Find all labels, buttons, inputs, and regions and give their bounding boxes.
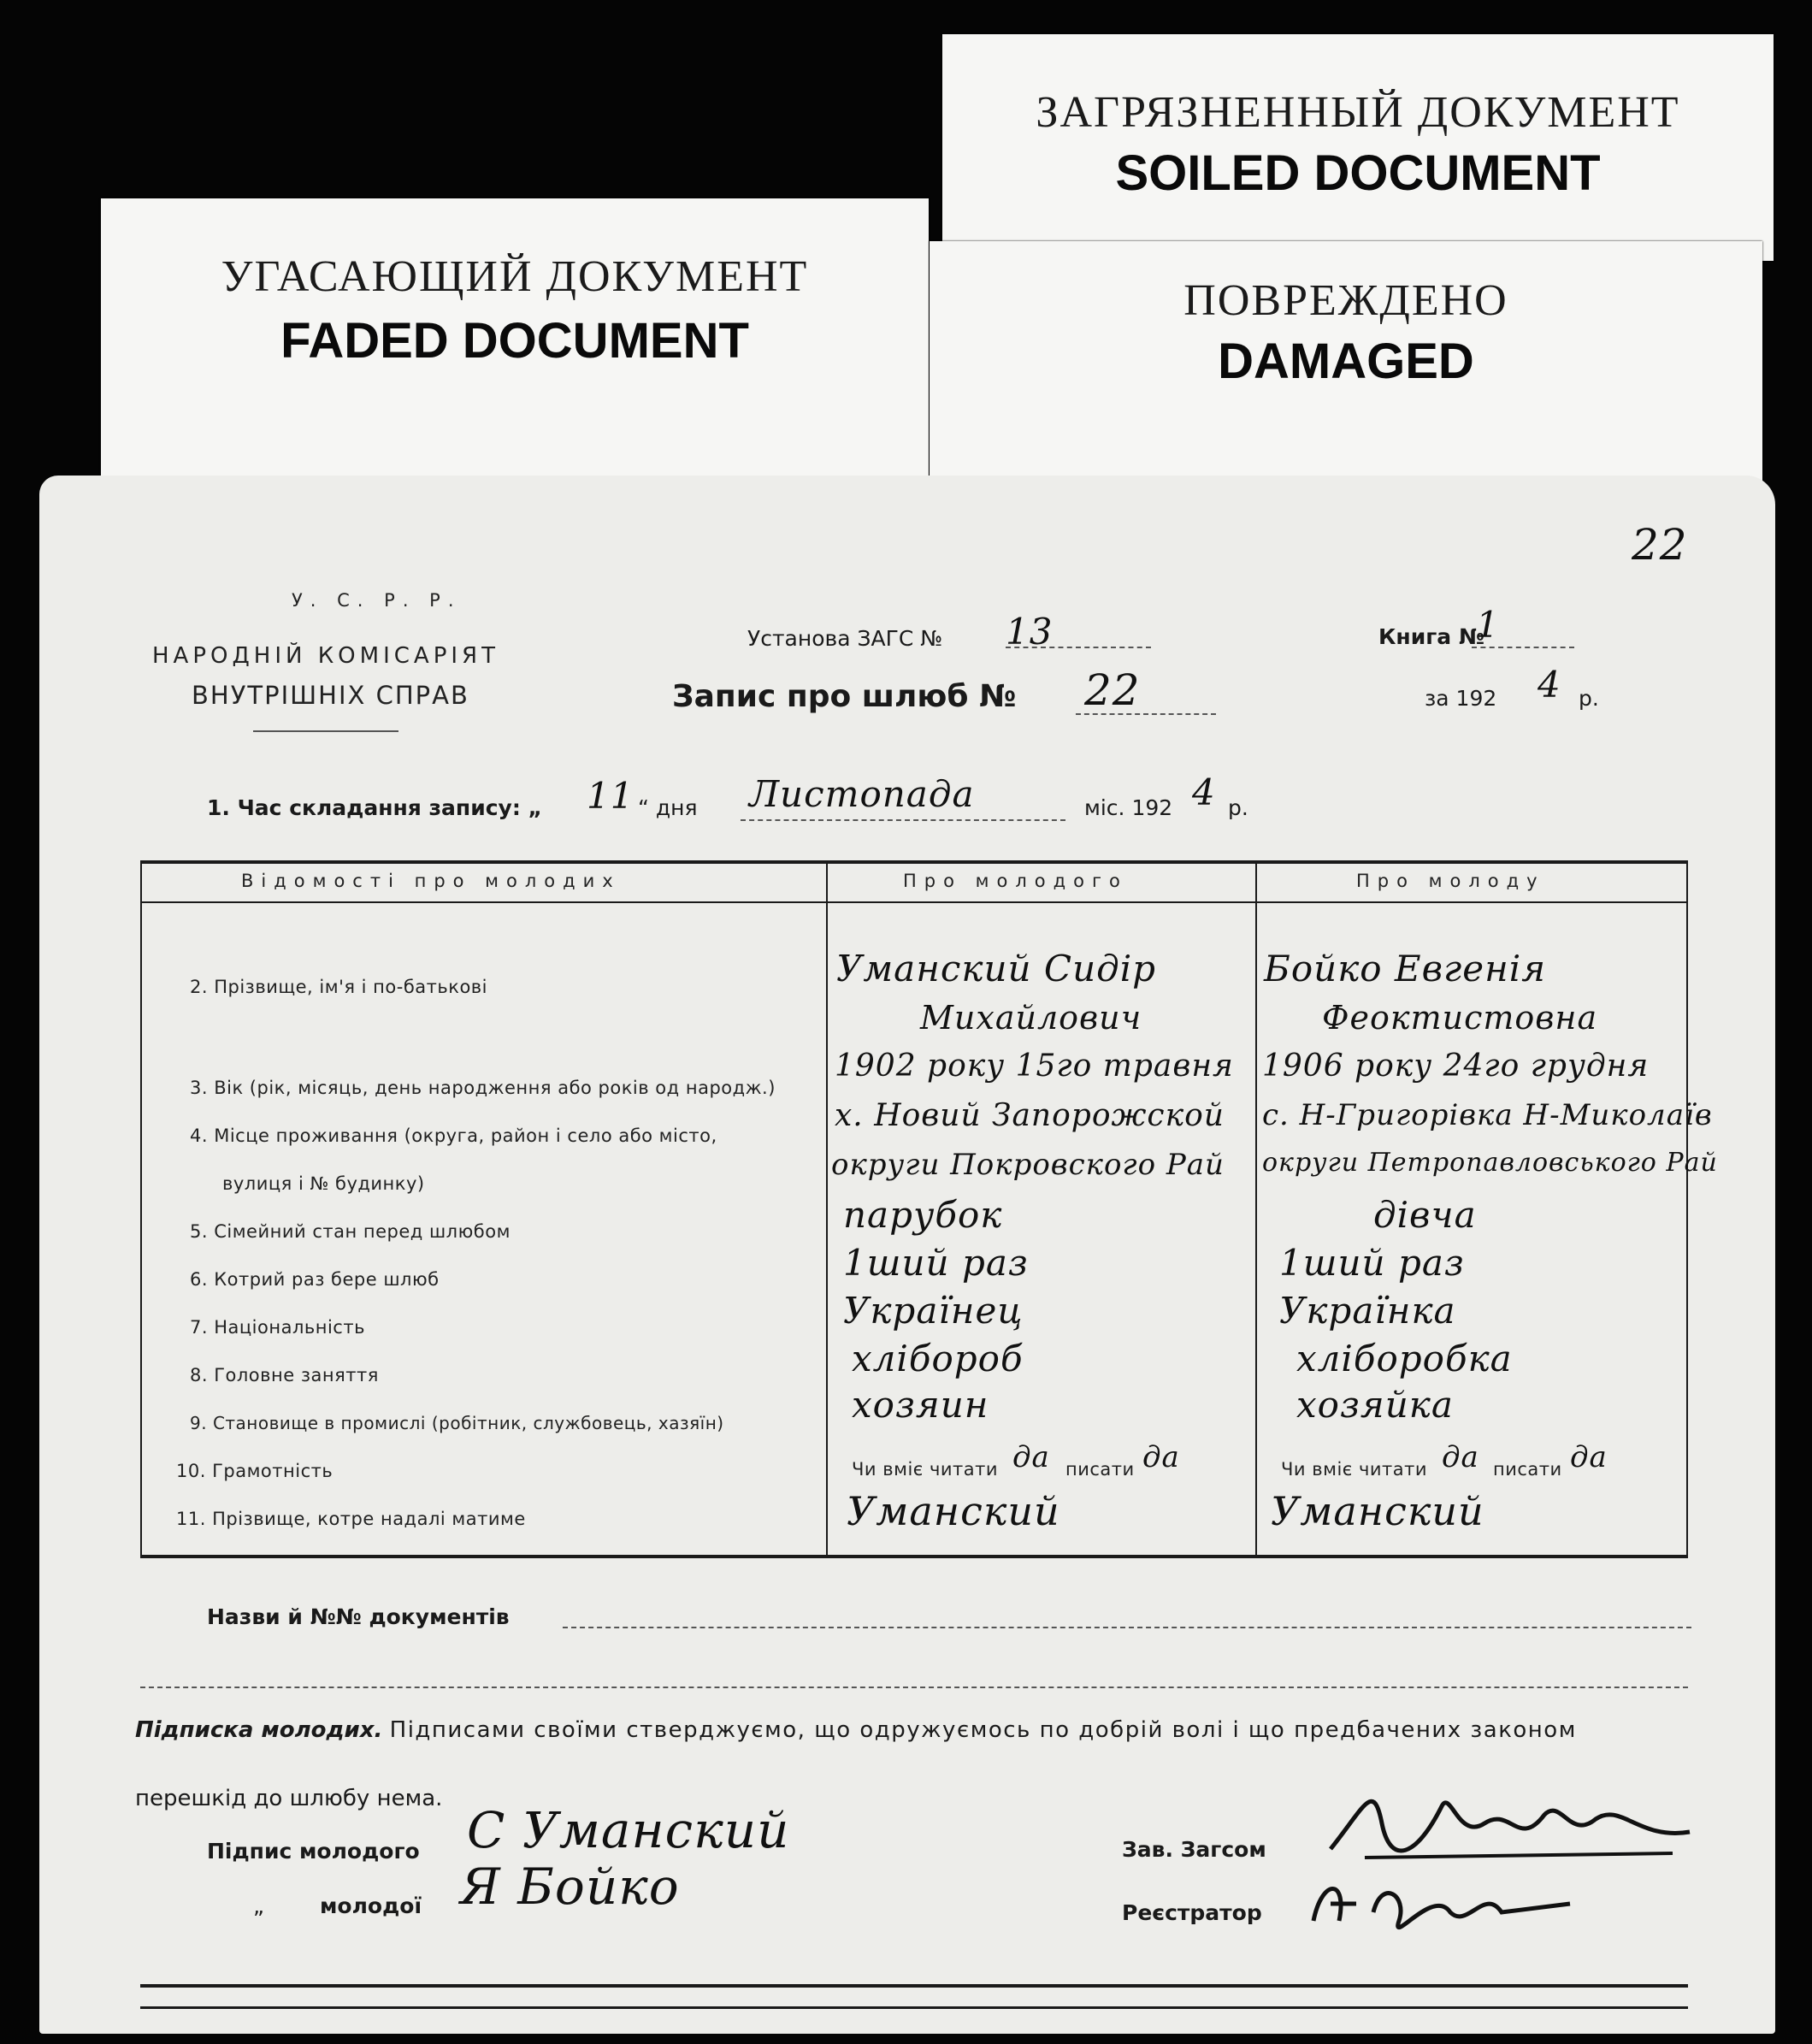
time-of-record-label: 1. Час складання запису: „ xyxy=(207,795,542,820)
row-label-residence-cont: вулиця і № будинку) xyxy=(222,1173,425,1194)
bride-residence: с. Н-Григорівка Н-Миколаїв xyxy=(1262,1098,1713,1132)
record-day-suffix: “ дня xyxy=(638,795,698,820)
bride-occupation: хліборобка xyxy=(1296,1338,1513,1379)
row-label-age: 3. Вік (рік, місяць, день народження або років од народж.) xyxy=(190,1078,776,1098)
record-number: 22 xyxy=(1084,665,1141,715)
groom-read-label: Чи вміє читати xyxy=(852,1459,999,1480)
groom-signature: С Уманский xyxy=(467,1801,790,1859)
marriage-record-form xyxy=(39,476,1775,2034)
bride-new-surname: Уманский xyxy=(1271,1488,1484,1534)
header-info: Відомості про молодих xyxy=(241,871,621,891)
bride-name: Бойко Евгенія xyxy=(1264,948,1547,990)
year-digit: 4 xyxy=(1538,664,1561,706)
groom-birth: 1902 року 15го травня xyxy=(835,1049,1234,1084)
damaged-document-card xyxy=(930,241,1762,498)
bride-signature-prefix: „ xyxy=(253,1893,264,1918)
book-number: 1 xyxy=(1476,604,1500,646)
row-label-nationality: 7. Національність xyxy=(190,1317,365,1338)
bride-nationality: Українка xyxy=(1279,1290,1456,1332)
row-label-occupation: 8. Головне заняття xyxy=(190,1365,379,1385)
bride-marital: дівча xyxy=(1373,1194,1477,1236)
zags-label: Установа ЗАГС № xyxy=(747,626,943,651)
bride-patronymic: Феоктистовна xyxy=(1322,999,1598,1037)
groom-occupation: хлібороб xyxy=(852,1338,1024,1379)
faded-label-en: FADED DOCUMENT xyxy=(280,313,749,369)
header-bride: Про молоду xyxy=(1356,871,1545,891)
row-label-times: 6. Котрий раз бере шлюб xyxy=(190,1269,440,1290)
commissariat-line-1: НАРОДНІЙ КОМІСАРІЯТ xyxy=(152,643,499,669)
usrr-label: У. С. Р. Р. xyxy=(292,590,462,611)
table-header-rule xyxy=(140,901,1688,903)
book-label: Книга № xyxy=(1378,624,1484,649)
bride-write-label: писати xyxy=(1493,1459,1562,1480)
groom-times: 1ший раз xyxy=(843,1242,1029,1284)
faded-document-card xyxy=(101,198,929,506)
bride-read-label: Чи вміє читати xyxy=(1281,1459,1428,1480)
row-label-literacy: 10. Грамотність xyxy=(176,1461,333,1481)
record-year-suffix: р. xyxy=(1228,795,1248,820)
record-year-digit: 4 xyxy=(1192,771,1216,813)
groom-patronymic: Михайлович xyxy=(920,999,1142,1037)
bride-signature: Я Бойко xyxy=(460,1858,680,1916)
groom-nationality: Українец xyxy=(843,1290,1024,1332)
year-prefix: за 192 xyxy=(1425,686,1497,711)
bride-birth: 1906 року 24го грудня xyxy=(1262,1049,1650,1084)
groom-name: Уманский Сидір xyxy=(836,948,1157,990)
bottom-rule-1 xyxy=(140,1984,1688,1988)
bride-times: 1ший раз xyxy=(1279,1242,1465,1284)
column-divider-2 xyxy=(1255,860,1257,1557)
header-underline xyxy=(253,730,398,732)
soiled-label-ru: ЗАГРЯЗНЕННЫЙ ДОКУМЕНТ xyxy=(1036,88,1680,137)
row-label-position: 9. Становище в промислі (робітник, службовець, хазяїн) xyxy=(190,1413,724,1433)
head-signature xyxy=(1313,1772,1707,1875)
groom-write-value: да xyxy=(1142,1440,1180,1474)
damaged-label-ru: ПОВРЕЖДЕНО xyxy=(1183,276,1508,325)
column-divider-1 xyxy=(826,860,828,1557)
row-label-name: 2. Прізвище, ім'я і по-батькові xyxy=(190,977,488,997)
documents-label: Назви й №№ документів xyxy=(207,1604,510,1629)
header-groom: Про молодого xyxy=(903,871,1128,891)
bottom-rule-2 xyxy=(140,2006,1688,2009)
registrar-signature xyxy=(1296,1861,1579,1938)
groom-residence-cont: округи Покровского Рай xyxy=(831,1148,1225,1182)
groom-new-surname: Уманский xyxy=(847,1488,1060,1534)
faded-label-ru: УГАСАЮЩИЙ ДОКУМЕНТ xyxy=(221,252,809,301)
soiled-label-en: SOILED DOCUMENT xyxy=(1115,145,1601,201)
groom-residence: х. Новий Запорожской xyxy=(835,1098,1225,1133)
groom-position: хозяин xyxy=(852,1384,989,1426)
bride-write-value: да xyxy=(1570,1440,1608,1474)
groom-write-label: писати xyxy=(1065,1459,1135,1480)
bride-residence-cont: округи Петропавловського Рай xyxy=(1262,1148,1718,1178)
groom-signature-label: Підпис молодого xyxy=(207,1839,420,1864)
page-number: 22 xyxy=(1632,520,1688,570)
statement-lead: Підписка молодих. xyxy=(135,1717,383,1743)
groom-read-value: да xyxy=(1012,1440,1050,1474)
registrar-label: Реєстратор xyxy=(1122,1900,1262,1925)
year-suffix: р. xyxy=(1579,686,1599,711)
commissariat-line-2: ВНУТРІШНІХ СПРАВ xyxy=(192,681,469,710)
table-top-rule xyxy=(140,860,1688,864)
bride-read-value: да xyxy=(1442,1440,1479,1474)
bride-position: хозяйка xyxy=(1296,1384,1454,1426)
table-bottom-rule xyxy=(140,1555,1688,1558)
row-label-residence: 4. Місце проживання (округа, район і село або місто, xyxy=(190,1125,717,1146)
statement-line-2: перешкід до шлюбу нема. xyxy=(135,1786,443,1811)
zags-number: 13 xyxy=(1006,611,1054,653)
row-label-surname: 11. Прізвище, котре надалі матиме xyxy=(176,1509,526,1529)
head-label: Зав. Загсом xyxy=(1122,1837,1266,1862)
statement-text-1: Підписами своїми стверджуємо, що одружуємось по добрій волі і що предбачених законом xyxy=(389,1717,1577,1743)
record-month-suffix: міс. 192 xyxy=(1084,795,1173,820)
record-day: 11 xyxy=(587,775,634,817)
record-title: Запис про шлюб № xyxy=(672,679,1017,714)
soiled-document-card xyxy=(942,34,1774,261)
groom-marital: парубок xyxy=(843,1194,1003,1236)
row-label-marital: 5. Сімейний стан перед шлюбом xyxy=(190,1221,511,1242)
statement-line-1 xyxy=(135,1717,1577,1743)
damaged-label-en: DAMAGED xyxy=(1218,334,1474,389)
record-month: Листопада xyxy=(749,773,975,815)
bride-signature-label: молодої xyxy=(320,1893,422,1918)
